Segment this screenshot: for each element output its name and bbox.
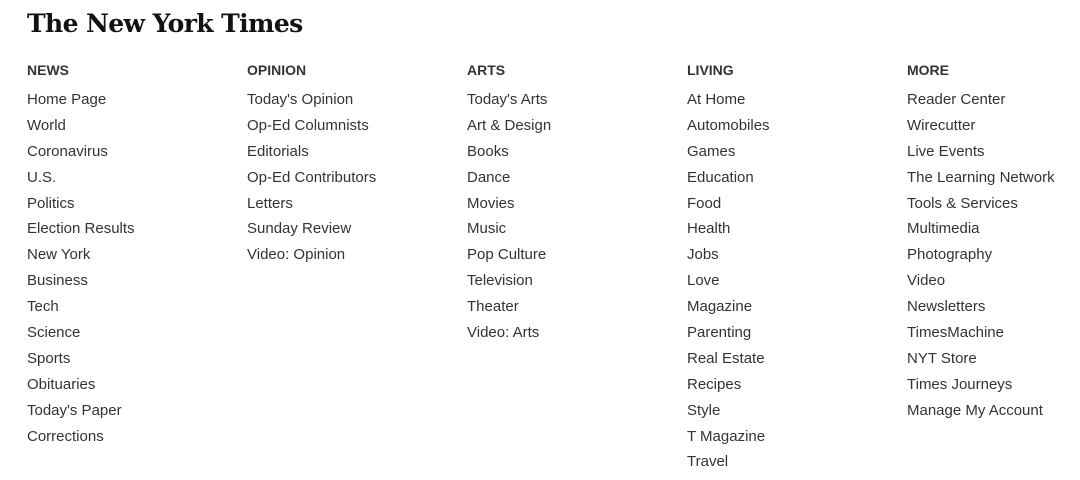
nav-link-letters[interactable]: Letters xyxy=(247,194,293,212)
nav-link-t-magazine[interactable]: T Magazine xyxy=(687,427,766,445)
nav-link-food[interactable]: Food xyxy=(687,194,722,212)
nav-link-op-ed-columnists[interactable]: Op-Ed Columnists xyxy=(247,116,369,134)
nav-link-music[interactable]: Music xyxy=(467,220,507,238)
nyt-logo[interactable]: The New York Times xyxy=(27,8,303,38)
nav-column-living xyxy=(687,59,897,475)
nav-link-at-home[interactable]: At Home xyxy=(687,91,746,108)
nav-link-real-estate[interactable]: Real Estate xyxy=(687,349,765,367)
column-heading-living: LIVING xyxy=(687,62,734,78)
nav-link-travel[interactable]: Travel xyxy=(687,453,729,471)
nav-link-video-arts[interactable]: Video: Arts xyxy=(467,324,540,342)
nav-link-theater[interactable]: Theater xyxy=(467,298,519,316)
nav-link-politics[interactable]: Politics xyxy=(27,194,75,212)
nav-link-movies[interactable]: Movies xyxy=(467,194,515,212)
nav-link-today-s-paper[interactable]: Today's Paper xyxy=(27,401,122,419)
link-list-arts xyxy=(467,87,677,346)
nav-link-pop-culture[interactable]: Pop Culture xyxy=(467,246,547,264)
column-heading-more: MORE xyxy=(907,62,949,78)
nav-link-today-s-arts[interactable]: Today's Arts xyxy=(467,91,548,108)
nav-column-arts xyxy=(467,59,677,346)
nav-link-op-ed-contributors[interactable]: Op-Ed Contributors xyxy=(247,168,377,186)
nav-link-sports[interactable]: Sports xyxy=(27,349,71,367)
nav-link-the-learning-network[interactable]: The Learning Network xyxy=(907,168,1055,186)
nav-link-manage-my-account[interactable]: Manage My Account xyxy=(907,401,1043,419)
nav-link-style[interactable]: Style xyxy=(687,401,721,419)
nav-link-new-york[interactable]: New York xyxy=(27,246,91,264)
nav-link-home-page[interactable]: Home Page xyxy=(27,91,107,108)
nav-link-science[interactable]: Science xyxy=(27,324,81,342)
nav-link-health[interactable]: Health xyxy=(687,220,731,238)
nav-link-wirecutter[interactable]: Wirecutter xyxy=(907,116,976,134)
nav-link-parenting[interactable]: Parenting xyxy=(687,324,752,342)
nav-link-editorials[interactable]: Editorials xyxy=(247,142,309,160)
nav-link-games[interactable]: Games xyxy=(687,142,736,160)
link-list-living xyxy=(687,87,897,475)
nav-column-news xyxy=(27,59,237,449)
nav-link-reader-center[interactable]: Reader Center xyxy=(907,91,1006,108)
nav-link-video[interactable]: Video xyxy=(907,272,946,290)
nav-link-jobs[interactable]: Jobs xyxy=(687,246,719,264)
nav-link-newsletters[interactable]: Newsletters xyxy=(907,298,986,316)
link-list-opinion xyxy=(247,87,457,268)
nav-link-tools-services[interactable]: Tools & Services xyxy=(907,194,1018,212)
nav-link-photography[interactable]: Photography xyxy=(907,246,993,264)
link-list-more xyxy=(907,87,1080,424)
nav-link-television[interactable]: Television xyxy=(467,272,533,290)
nav-link-art-design[interactable]: Art & Design xyxy=(467,116,552,134)
nav-link-corrections[interactable]: Corrections xyxy=(27,427,104,445)
nav-link-education[interactable]: Education xyxy=(687,168,754,186)
nav-link-sunday-review[interactable]: Sunday Review xyxy=(247,220,352,238)
nav-link-tech[interactable]: Tech xyxy=(27,298,59,316)
nav-link-video-opinion[interactable]: Video: Opinion xyxy=(247,246,346,264)
nav-link-coronavirus[interactable]: Coronavirus xyxy=(27,142,108,160)
nav-link-books[interactable]: Books xyxy=(467,142,509,160)
nav-column-more xyxy=(907,59,1080,424)
nav-link-business[interactable]: Business xyxy=(27,272,88,290)
column-heading-opinion: OPINION xyxy=(247,62,307,78)
nav-link-love[interactable]: Love xyxy=(687,272,720,290)
nav-link-election-results[interactable]: Election Results xyxy=(27,220,135,238)
nav-link-u-s[interactable]: U.S. xyxy=(27,168,57,186)
nav-link-timesmachine[interactable]: TimesMachine xyxy=(907,324,1004,342)
nav-link-nyt-store[interactable]: NYT Store xyxy=(907,349,977,367)
nav-link-recipes[interactable]: Recipes xyxy=(687,375,742,393)
nav-link-obituaries[interactable]: Obituaries xyxy=(27,375,96,393)
nav-link-automobiles[interactable]: Automobiles xyxy=(687,116,770,134)
nav-link-live-events[interactable]: Live Events xyxy=(907,142,985,160)
column-heading-arts: ARTS xyxy=(467,62,506,78)
column-heading-news: NEWS xyxy=(27,62,69,78)
nav-link-world[interactable]: World xyxy=(27,116,66,134)
nav-link-dance[interactable]: Dance xyxy=(467,168,511,186)
link-list-news xyxy=(27,87,237,449)
nav-link-times-journeys[interactable]: Times Journeys xyxy=(907,375,1013,393)
nav-link-today-s-opinion[interactable]: Today's Opinion xyxy=(247,91,354,108)
nav-column-opinion xyxy=(247,59,457,268)
nav-link-magazine[interactable]: Magazine xyxy=(687,298,753,316)
nav-link-multimedia[interactable]: Multimedia xyxy=(907,220,980,238)
